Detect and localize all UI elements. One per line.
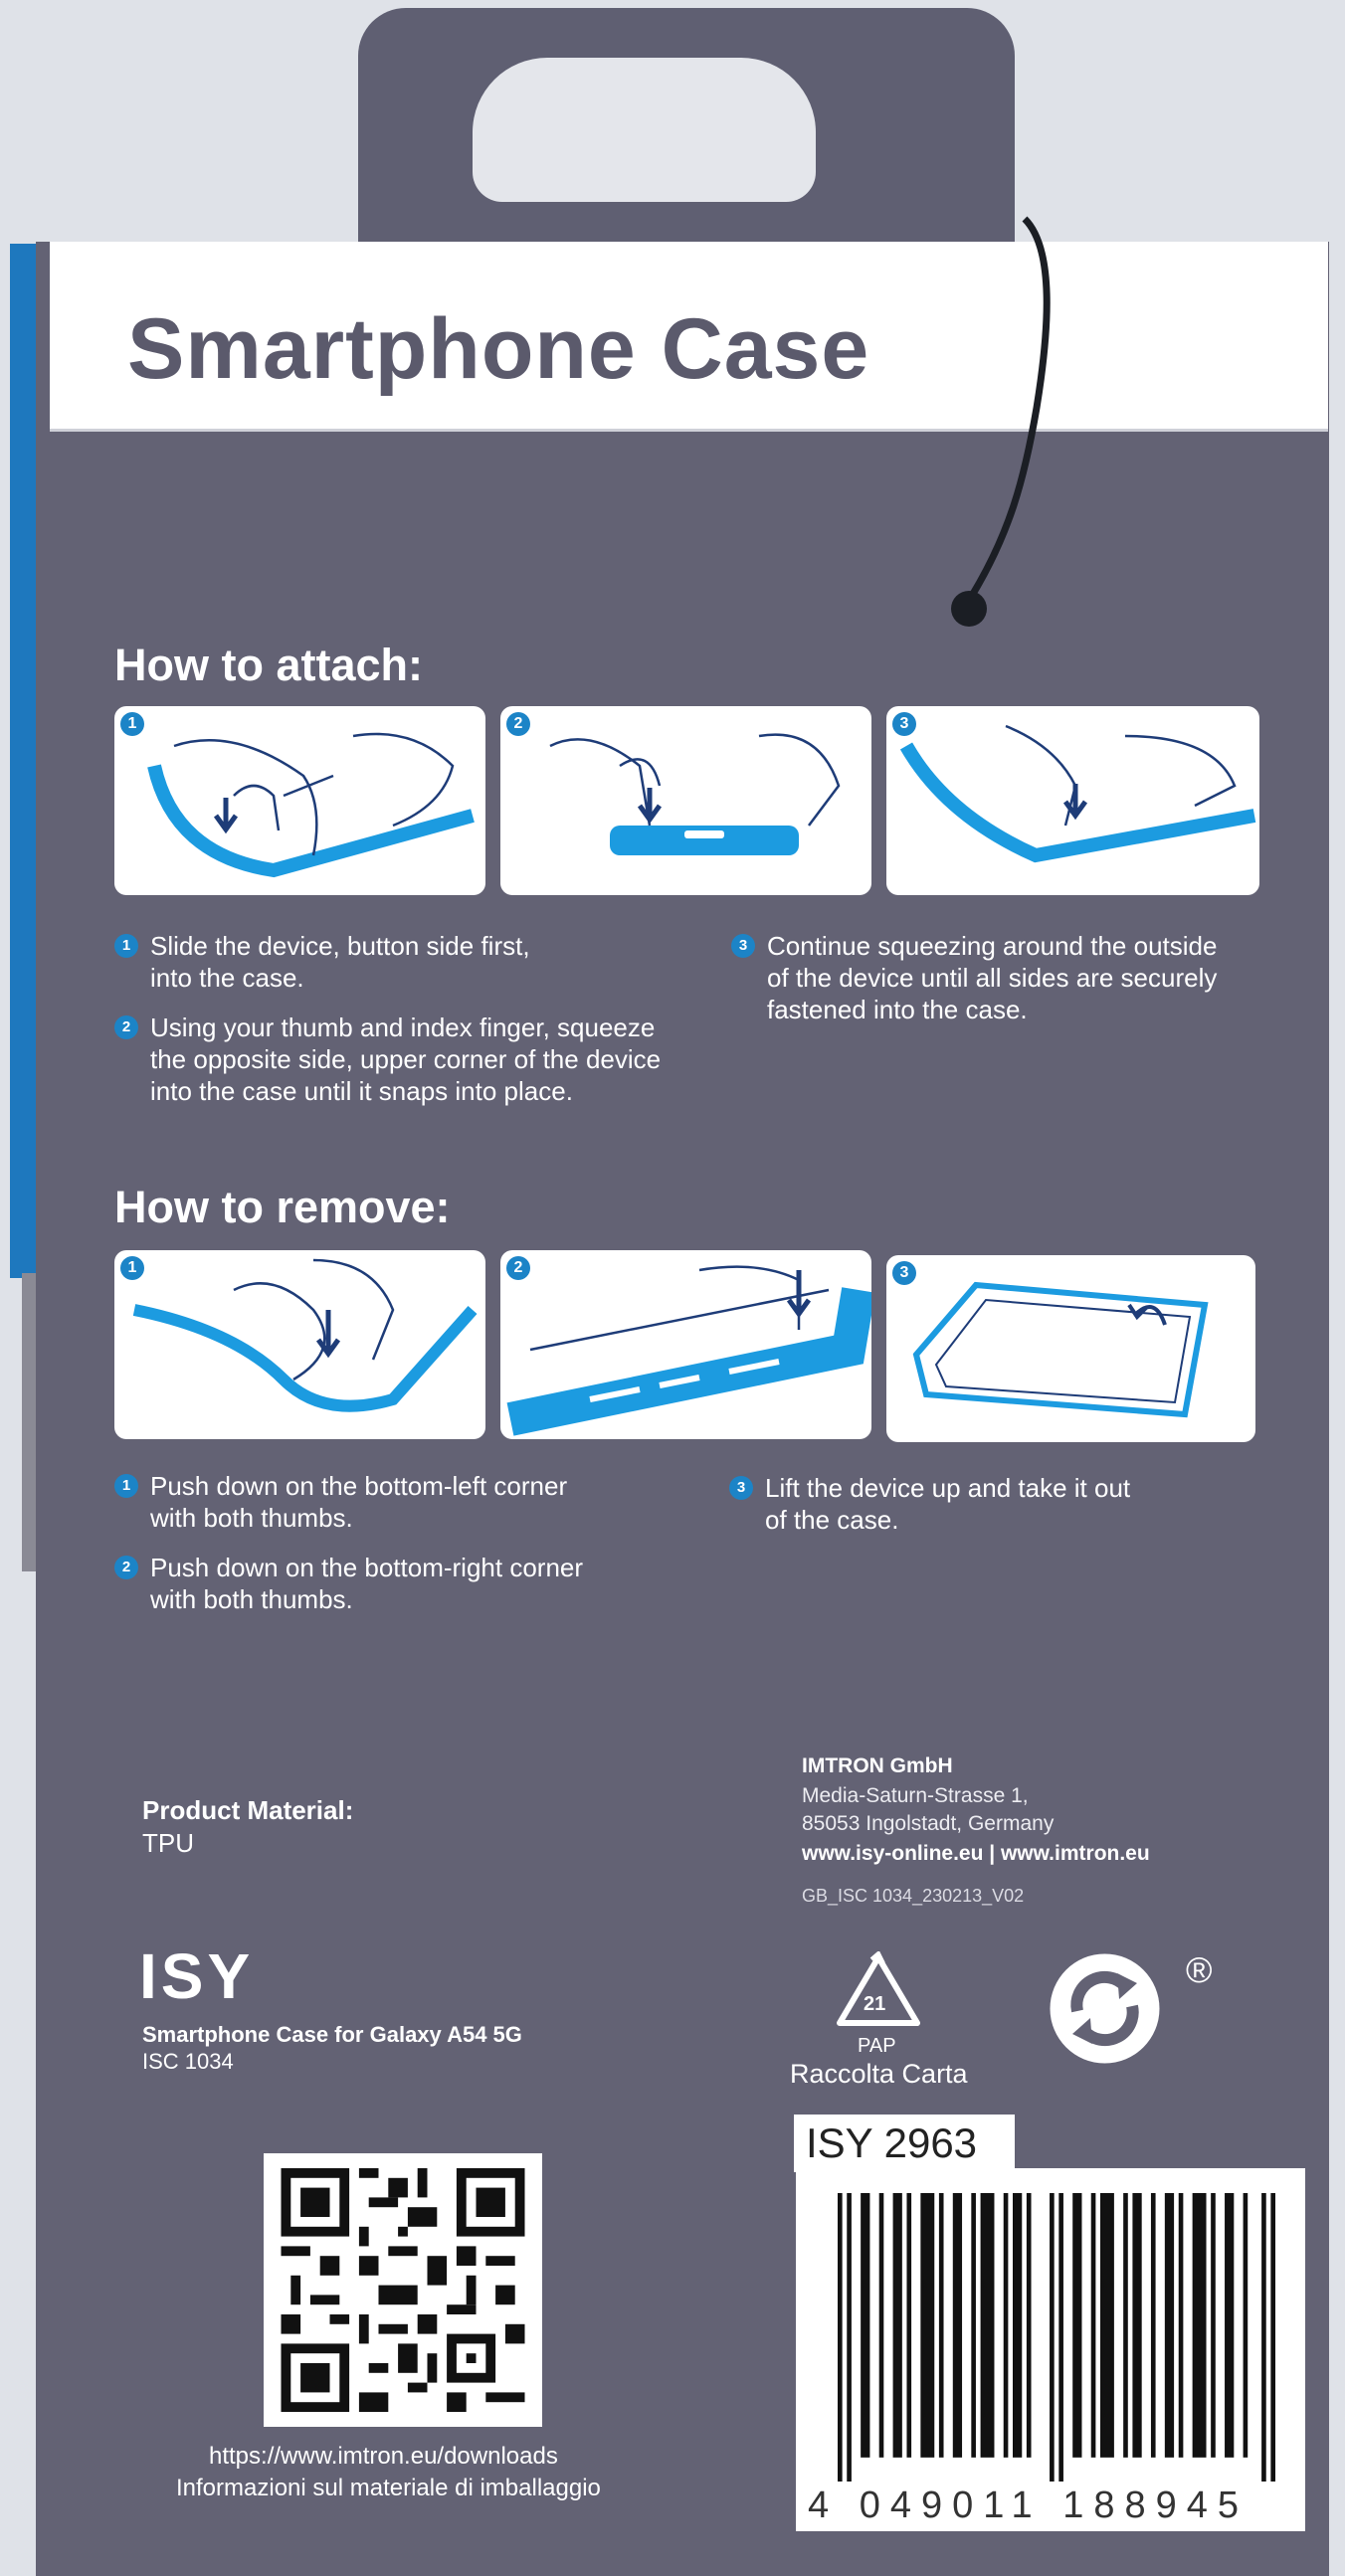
attach-illustration-1 (114, 706, 485, 895)
remove-step-1 (114, 1470, 711, 1540)
remove-panel-2-badge: 2 (506, 1256, 530, 1280)
product-name: Smartphone Case for Galaxy A54 5G (142, 2022, 522, 2047)
recycling-material: PAP (858, 2035, 896, 2057)
remove-step-3 (729, 1472, 1286, 1542)
barcode-label: ISY 2963 (794, 2115, 1015, 2172)
company-city: 85053 Ingolstadt, Germany (802, 1812, 1055, 1835)
remove-step-3-line-2: of the case. (765, 1505, 899, 1535)
attach-panel-2-badge: 2 (506, 712, 530, 736)
remove-step-2-line-2: with both thumbs. (150, 1584, 353, 1614)
remove-panel-1 (114, 1250, 485, 1439)
attach-step-3-line-3: fastened into the case. (767, 995, 1028, 1024)
remove-step-3-line-1: Lift the device up and take it out (765, 1473, 1131, 1503)
isy-logo: ISY (139, 1940, 255, 2012)
remove-illustration-2 (500, 1250, 871, 1439)
registered-mark: ® (1186, 1949, 1213, 1990)
attach-step-3-line-1: Continue squeezing around the outside (767, 931, 1218, 961)
qr-caption: Informazioni sul materiale di imballaggio (176, 2475, 601, 2501)
remove-step-2-number: 2 (114, 1556, 138, 1579)
recycling-number: 21 (864, 1993, 886, 2015)
material-value: TPU (142, 1828, 194, 1858)
remove-panel-1-badge: 1 (120, 1256, 144, 1280)
company-name: IMTRON GmbH (802, 1754, 953, 1777)
remove-step-1-line-2: with both thumbs. (150, 1503, 353, 1533)
attach-illustration-2 (500, 706, 871, 895)
hanger-hole (473, 58, 816, 202)
remove-step-3-number: 3 (729, 1476, 753, 1500)
attach-step-3-line-2: of the device until all sides are securely (767, 963, 1218, 993)
attach-step-2-line-1: Using your thumb and index finger, squeeze (150, 1012, 656, 1042)
attach-panel-1-badge: 1 (120, 712, 144, 736)
hang-cord (945, 209, 1094, 637)
remove-step-2 (114, 1552, 711, 1621)
qr-code (279, 2168, 527, 2412)
remove-step-1-line-1: Push down on the bottom-left corner (150, 1471, 568, 1501)
attach-panel-1 (114, 706, 485, 895)
page-title: Smartphone Case (127, 301, 870, 397)
attach-step-2-line-2: the opposite side, upper corner of the device (150, 1044, 662, 1074)
remove-panel-2 (500, 1250, 871, 1439)
attach-step-1 (114, 930, 711, 1000)
attach-step-1-number: 1 (114, 934, 138, 958)
remove-panel-3-badge: 3 (892, 1261, 916, 1285)
remove-illustration-1 (114, 1250, 485, 1439)
qr-url: https://www.imtron.eu/downloads (209, 2443, 558, 2470)
attach-step-2-number: 2 (114, 1015, 138, 1039)
attach-step-2 (114, 1012, 731, 1111)
company-web: www.isy-online.eu | www.imtron.eu (802, 1842, 1150, 1865)
remove-step-1-number: 1 (114, 1474, 138, 1498)
barcode-number: 4 049011 188945 (808, 2484, 1249, 2526)
remove-panel-3 (886, 1255, 1255, 1442)
attach-panel-2 (500, 706, 871, 895)
attach-panel-3-badge: 3 (892, 712, 916, 736)
remove-heading: How to remove: (114, 1182, 451, 1232)
product-sku: ISC 1034 (142, 2049, 234, 2074)
attach-heading: How to attach: (114, 640, 423, 690)
recycling-label: Raccolta Carta (790, 2059, 968, 2089)
attach-step-3 (731, 930, 1288, 1029)
attach-step-1-line-2: into the case. (150, 963, 304, 993)
company-street: Media-Saturn-Strasse 1, (802, 1784, 1029, 1807)
remove-step-2-line-1: Push down on the bottom-right corner (150, 1553, 584, 1582)
attach-step-2-line-3: into the case until it snaps into place. (150, 1076, 573, 1106)
green-dot-icon (1048, 1951, 1162, 2066)
attach-illustration-3 (886, 706, 1259, 895)
remove-illustration-3 (886, 1255, 1255, 1442)
barcode-bars (838, 2193, 1275, 2482)
material-label: Product Material: (142, 1795, 354, 1825)
attach-step-1-line-1: Slide the device, button side first, (150, 931, 530, 961)
document-code: GB_ISC 1034_230213_V02 (802, 1886, 1025, 1906)
recycling-triangle-icon (834, 1951, 923, 2033)
attach-step-3-number: 3 (731, 934, 755, 958)
attach-panel-3 (886, 706, 1259, 895)
